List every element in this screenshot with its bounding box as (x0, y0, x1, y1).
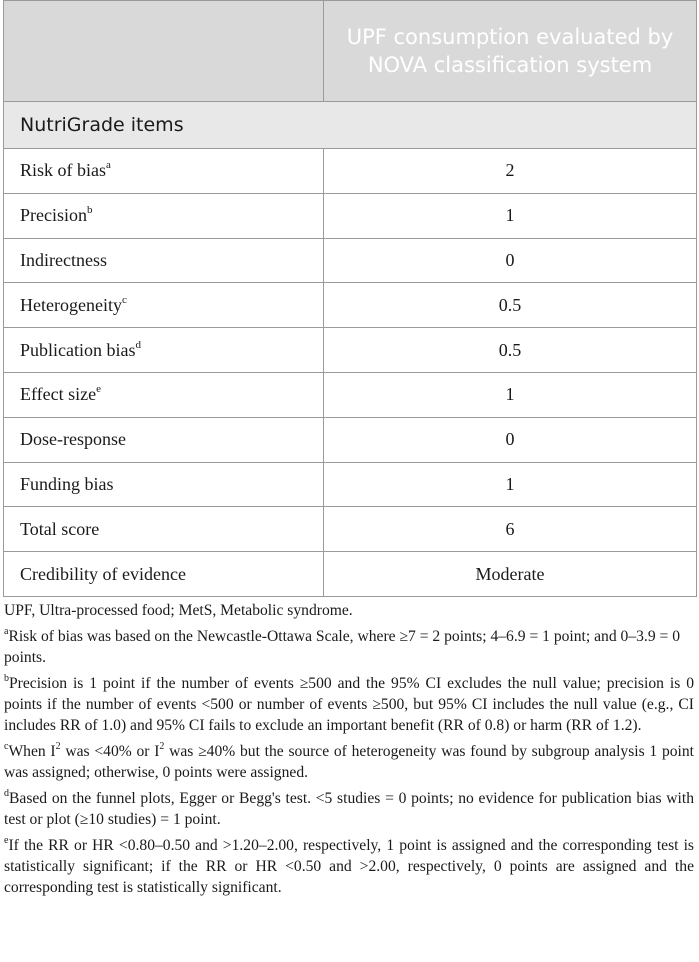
table-row (4, 372, 697, 417)
nutrigrade-table (3, 0, 697, 597)
row-label: Funding bias (4, 462, 324, 507)
row-value: 0 (324, 417, 697, 462)
section-header-row (4, 102, 697, 149)
table-footnotes (4, 600, 694, 903)
row-label: Total score (4, 507, 324, 552)
table-header-row (4, 1, 697, 102)
table-row (4, 417, 697, 462)
row-value: 2 (324, 149, 697, 194)
table-row (4, 462, 697, 507)
row-value: 0.5 (324, 283, 697, 328)
table-row (4, 149, 697, 194)
row-value: 6 (324, 507, 697, 552)
table-row (4, 283, 697, 328)
row-value: 1 (324, 193, 697, 238)
row-label: Heterogeneity$^c$ (4, 283, 324, 328)
table-row (4, 238, 697, 283)
row-label: Dose-response (4, 417, 324, 462)
row-label: Credibility of evidence (4, 552, 324, 597)
footnote-b: $^b$Precision is 1 point if the number of events ≥500 and the 95% CI excludes the null value; precision is 0 points if the number of events <500 or number of events ≥500, but 95% CI includes the null value (e.g., CI includes RR of 1.0) and 95% CI fails to exclude an important benefit (RR of 0.8) or harm (RR of 1.2). (4, 672, 694, 734)
row-label: Effect size$^e$ (4, 372, 324, 417)
footnote-e: $^e$If the RR or HR <0.80–0.50 and >1.20–2.00, respectively, 1 point is assigned and the corresponding test is statistically significant; if the RR or HR <0.50 and >2.00, respectively, 0 points are assigned and the corresponding test is statistically significant. (4, 834, 694, 896)
table-row (4, 328, 697, 373)
footnote-abbreviations: UPF, Ultra-processed food; MetS, Metabolic syndrome. (4, 602, 353, 619)
row-label: Indirectness (4, 238, 324, 283)
row-value: 1 (324, 462, 697, 507)
column-header-upf: UPF consumption evaluated by NOVA classification system (324, 1, 697, 102)
table-row (4, 193, 697, 238)
row-value: 1 (324, 372, 697, 417)
footnote-d: $^d$Based on the funnel plots, Egger or Begg's test. <5 studies = 0 points; no evidence for publication bias with test or plot (≥10 studies) = 1 point. (4, 787, 694, 828)
row-value: Moderate (324, 552, 697, 597)
row-label: Risk of bias$^a$ (4, 149, 324, 194)
row-value: 0.5 (324, 328, 697, 373)
footnote-a: $^a$Risk of bias was based on the Newcastle-Ottawa Scale, where ≥7 = 2 points; 4–6.9 = 1 point; and 0–3.9 = 0 points. (4, 625, 681, 666)
row-label: Precision$^b$ (4, 193, 324, 238)
row-value: 0 (324, 238, 697, 283)
header-empty-cell (4, 1, 324, 102)
table-row (4, 507, 697, 552)
row-label: Publication bias$^d$ (4, 328, 324, 373)
section-label: NutriGrade items (4, 102, 697, 149)
table-row (4, 552, 697, 597)
footnote-c: $^c$When $I^2$ was <40% or $I^2$ was ≥40% but the source of heterogeneity was found by subgroup analysis 1 point was assigned; otherwise, 0 points were assigned. (4, 740, 694, 781)
